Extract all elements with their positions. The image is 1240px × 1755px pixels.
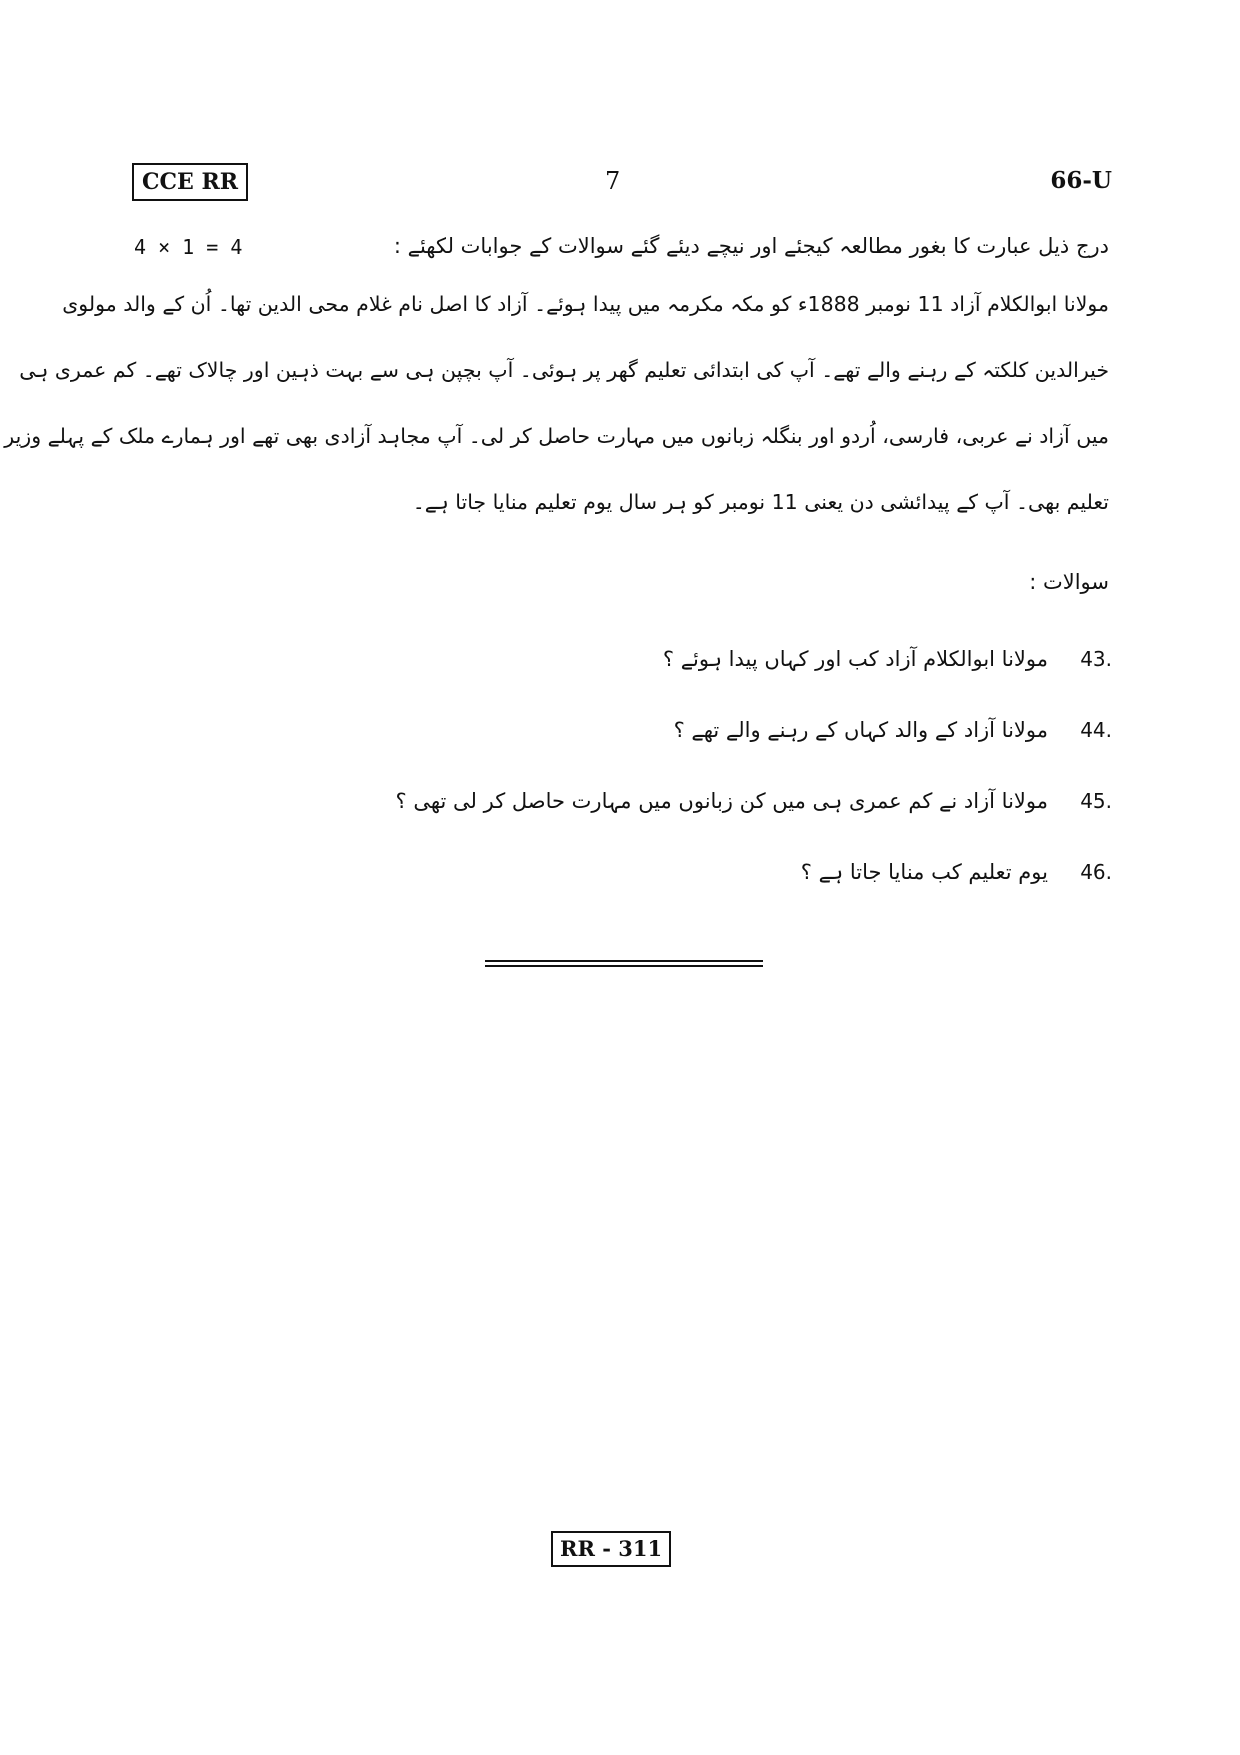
- passage-line: تعلیم بھی۔ آپ کے پیدائشی دن یعنی 11 نومبر کو ہر سال یوم تعلیم منایا جاتا ہے۔: [412, 490, 1109, 514]
- page-number: 7: [605, 167, 621, 195]
- question-number: 43.: [1080, 647, 1112, 671]
- question-item: [663, 639, 1112, 679]
- question-number: 46.: [1080, 860, 1112, 884]
- question-number: 44.: [1080, 718, 1112, 742]
- question-text: مولانا ابوالکلام آزاد کب اور کہاں پیدا ہوئے ؟: [662, 647, 1048, 671]
- passage-line: خیرالدین کلکتہ کے رہنے والے تھے۔ آپ کی ابتدائی تعلیم گھر پر ہوئی۔ آپ بچپن ہی سے بہت ذہین اور چالاک تھے۔ کم عمری ہی: [19, 358, 1109, 382]
- footer-code-box: RR - 311: [551, 1531, 671, 1567]
- questions-heading: سوالات :: [1029, 570, 1109, 594]
- passage-line: مولانا ابوالکلام آزاد 11 نومبر 1888ء کو مکہ مکرمہ میں پیدا ہوئے۔ آزاد کا اصل نام غلام محی الدین تھا۔ اُن کے والد مولوی: [62, 292, 1109, 316]
- exam-code-box: CCE RR: [132, 163, 248, 201]
- question-item: [396, 781, 1113, 821]
- question-item: [801, 852, 1112, 892]
- reading-passage: [4, 286, 1109, 550]
- passage-line: میں آزاد نے عربی، فارسی، اُردو اور بنگلہ زبانوں میں مہارت حاصل کر لی۔ آپ مجاہد آزادی بھی تھے اور ہمارے ملک کے پہلے وزیر: [4, 424, 1109, 448]
- question-number: 45.: [1080, 789, 1112, 813]
- paper-code: 66-U: [1050, 167, 1112, 194]
- marks-allocation: 4 × 1 = 4: [134, 235, 243, 259]
- question-text: یوم تعلیم کب منایا جاتا ہے ؟: [800, 860, 1048, 884]
- end-double-rule: [485, 960, 763, 967]
- section-instruction: درج ذیل عبارت کا بغور مطالعہ کیجئے اور نیچے دیئے گئے سوالات کے جوابات لکھئے :: [393, 234, 1109, 258]
- question-text: مولانا آزاد نے کم عمری ہی میں کن زبانوں میں مہارت حاصل کر لی تھی ؟: [395, 789, 1048, 813]
- question-text: مولانا آزاد کے والد کہاں کے رہنے والے تھے ؟: [673, 718, 1048, 742]
- question-item: [674, 710, 1112, 750]
